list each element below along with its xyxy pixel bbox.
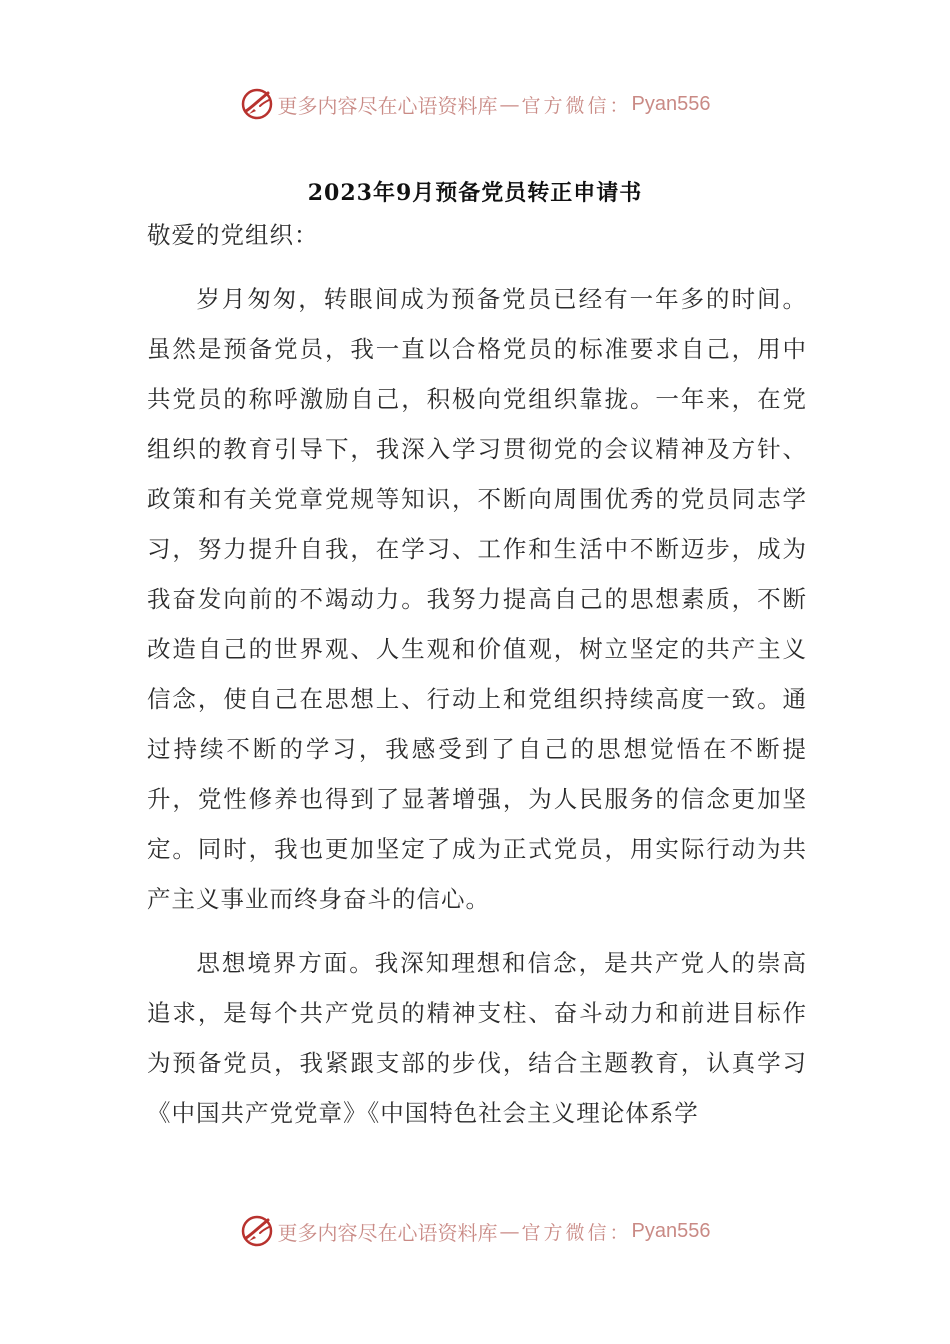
brand-text: 更多内容尽在心语资料库 <box>277 1220 498 1245</box>
paragraph: 岁月匆匆，转眼间成为预备党员已经有一年多的时间。虽然是预备党员，我一直以合格党员的标准要求自己，用中共党员的称呼激励自己，积极向党组织靠拢。一年来，在党组织的教育引导下，我深入学习贯彻党的会议精神及方针、政策和有关党章党规等知识，不断向周围优秀的党员同志学习，努力提升自我，在学习、工作和生活中不断迈步，成为我奋发向前的不竭动力。我努力提高自己的思想素质，不断改造自己的世界观、人生观和价值观，树立坚定的共产主义信念，使自己在思想上、行动上和党组织持续高度一致。通过持续不断的学习，我感受到了自己的思想觉悟在不断提升，党性修养也得到了显著增强，为人民服务的信念更加坚定。同时，我也更加坚定了成为正式党员，用实际行动为共产主义事业而终身奋斗的信心。 <box>147 285 807 913</box>
brand-dash: — <box>499 92 520 116</box>
footer-watermark-banner <box>0 1211 950 1251</box>
header-watermark-banner <box>0 84 950 124</box>
document-body <box>147 210 807 1138</box>
wechat-id: Pyan556 <box>631 1219 711 1242</box>
pen-logo-icon <box>240 1214 274 1248</box>
brand-dash: — <box>499 1219 520 1243</box>
salutation: 敬爱的党组织： <box>147 221 319 249</box>
pen-logo-icon <box>240 87 274 121</box>
wechat-id: Pyan556 <box>631 92 711 115</box>
paragraph: 思想境界方面。我深知理想和信念，是共产党人的崇高追求，是每个共产党员的精神支柱、奋斗动力和前进目标作为预备党员，我紧跟支部的步伐，结合主题教育，认真学习《中国共产党党章》《中国特色社会主义理论体系学 <box>147 949 807 1127</box>
brand-text: 更多内容尽在心语资料库 <box>277 93 498 118</box>
official-wechat-label: 官方微信： <box>521 94 632 117</box>
document-title: 2023年9月预备党员转正申请书 <box>307 180 643 206</box>
official-wechat-label: 官方微信： <box>521 1221 632 1244</box>
